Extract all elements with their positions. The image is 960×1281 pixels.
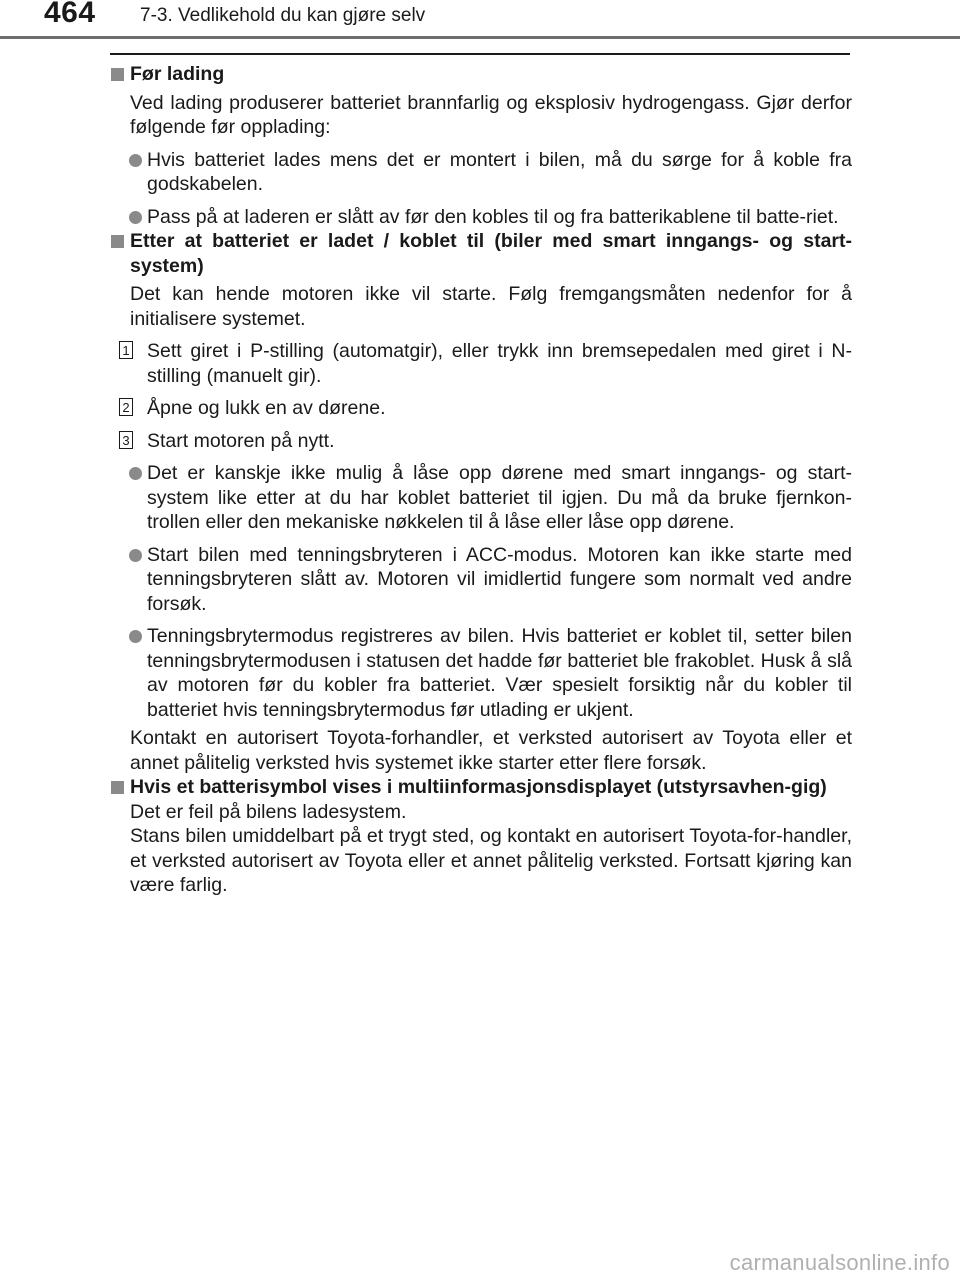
round-bullet-icon [129, 154, 142, 167]
step-text: Åpne og lukk en av dørene. [147, 397, 386, 419]
section-intro: Det kan hende motoren ikke vil starte. Følg fremgangsmåten nedenfor for å initialisere systemet. [130, 283, 852, 330]
list-item [110, 624, 852, 722]
list-item [110, 205, 852, 230]
step-item [110, 429, 852, 454]
section-outro: Kontakt en autorisert Toyota-forhandler, et verksted autorisert av Toyota eller et annet pålitelig verksted hvis systemet ikke starter etter flere forsøk. [130, 727, 852, 774]
section-heading [110, 775, 852, 800]
section-heading [110, 229, 852, 278]
step-text: Sett giret i P-stilling (automatgir), eller trykk inn bremsepedalen med giret i N-stilling (manuelt gir). [147, 340, 852, 387]
page-number: 464 [44, 0, 96, 29]
list-item [110, 461, 852, 535]
square-bullet-icon [111, 68, 124, 81]
section-battery-symbol [110, 775, 852, 898]
round-bullet-icon [129, 467, 142, 480]
list-item-text: Pass på at laderen er slått av før den kobles til og fra batterikablene til batte-riet. [147, 205, 839, 228]
header-rule [0, 36, 960, 39]
list-item-text: Hvis batteriet lades mens det er montert i bilen, må du sørge for å koble fra godskabelen. [147, 148, 852, 195]
list-item [110, 148, 852, 197]
page-header [0, 0, 960, 40]
list-item-text: Tenningsbrytermodus registreres av bilen. Hvis batteriet er koblet til, setter bilen tenningsbrytermodusen i statusen det hadde før batteriet ble frakoblet. Husk å slå av motoren før du kobler fra batteriet. Vær spesielt forsiktig når du kobler til batteriet hvis tenningsbrytermodus før utlading er ukjent. [147, 625, 852, 721]
watermark: carmanualsonline.info [729, 1250, 950, 1275]
section-line: Det er feil på bilens ladesystem. [130, 800, 407, 823]
section-after-charging [110, 229, 852, 775]
section-heading [110, 62, 852, 87]
section-heading-text: Hvis et batterisymbol vises i multiinformasjonsdisplayet (utstyrsavhen-gig) [130, 776, 827, 798]
content-rule [110, 53, 850, 55]
round-bullet-icon [129, 211, 142, 224]
step-number-badge: 2 [119, 398, 133, 416]
section-heading-text: Før lading [130, 63, 225, 85]
square-bullet-icon [111, 781, 124, 794]
round-bullet-icon [129, 549, 142, 562]
step-number-badge: 1 [119, 341, 133, 359]
list-item [110, 543, 852, 617]
page-content [110, 62, 852, 898]
step-item [110, 396, 852, 421]
list-item-text: Det er kanskje ikke mulig å låse opp dørene med smart inngangs- og start-system like etter at du har koblet batteriet til igjen. Du må da bruke fjernkon-trollen eller den mekaniske nøkkelen til å låse eller låse opp dørene. [147, 462, 852, 533]
square-bullet-icon [111, 235, 124, 248]
section-line: Stans bilen umiddelbart på et trygt sted, og kontakt en autorisert Toyota-for-handler, et verksted autorisert av Toyota eller et annet pålitelig verksted. Fortsatt kjøring kan være farlig. [130, 825, 852, 896]
step-text: Start motoren på nytt. [147, 429, 335, 452]
round-bullet-icon [129, 630, 142, 643]
section-heading-text: Etter at batteriet er ladet / koblet til (biler med smart inngangs- og start-system) [130, 230, 852, 277]
step-item [110, 339, 852, 388]
section-before-charging [110, 62, 852, 229]
step-number-badge: 3 [119, 431, 133, 449]
section-intro: Ved lading produserer batteriet brannfarlig og eksplosiv hydrogengass. Gjør derfor følgende før opplading: [130, 91, 852, 138]
chapter-title: 7-3. Vedlikehold du kan gjøre selv [140, 5, 426, 26]
list-item-text: Start bilen med tenningsbryteren i ACC-modus. Motoren kan ikke starte med tenningsbryteren slått av. Motoren vil imidlertid fungere som normalt ved andre forsøk. [147, 543, 852, 615]
